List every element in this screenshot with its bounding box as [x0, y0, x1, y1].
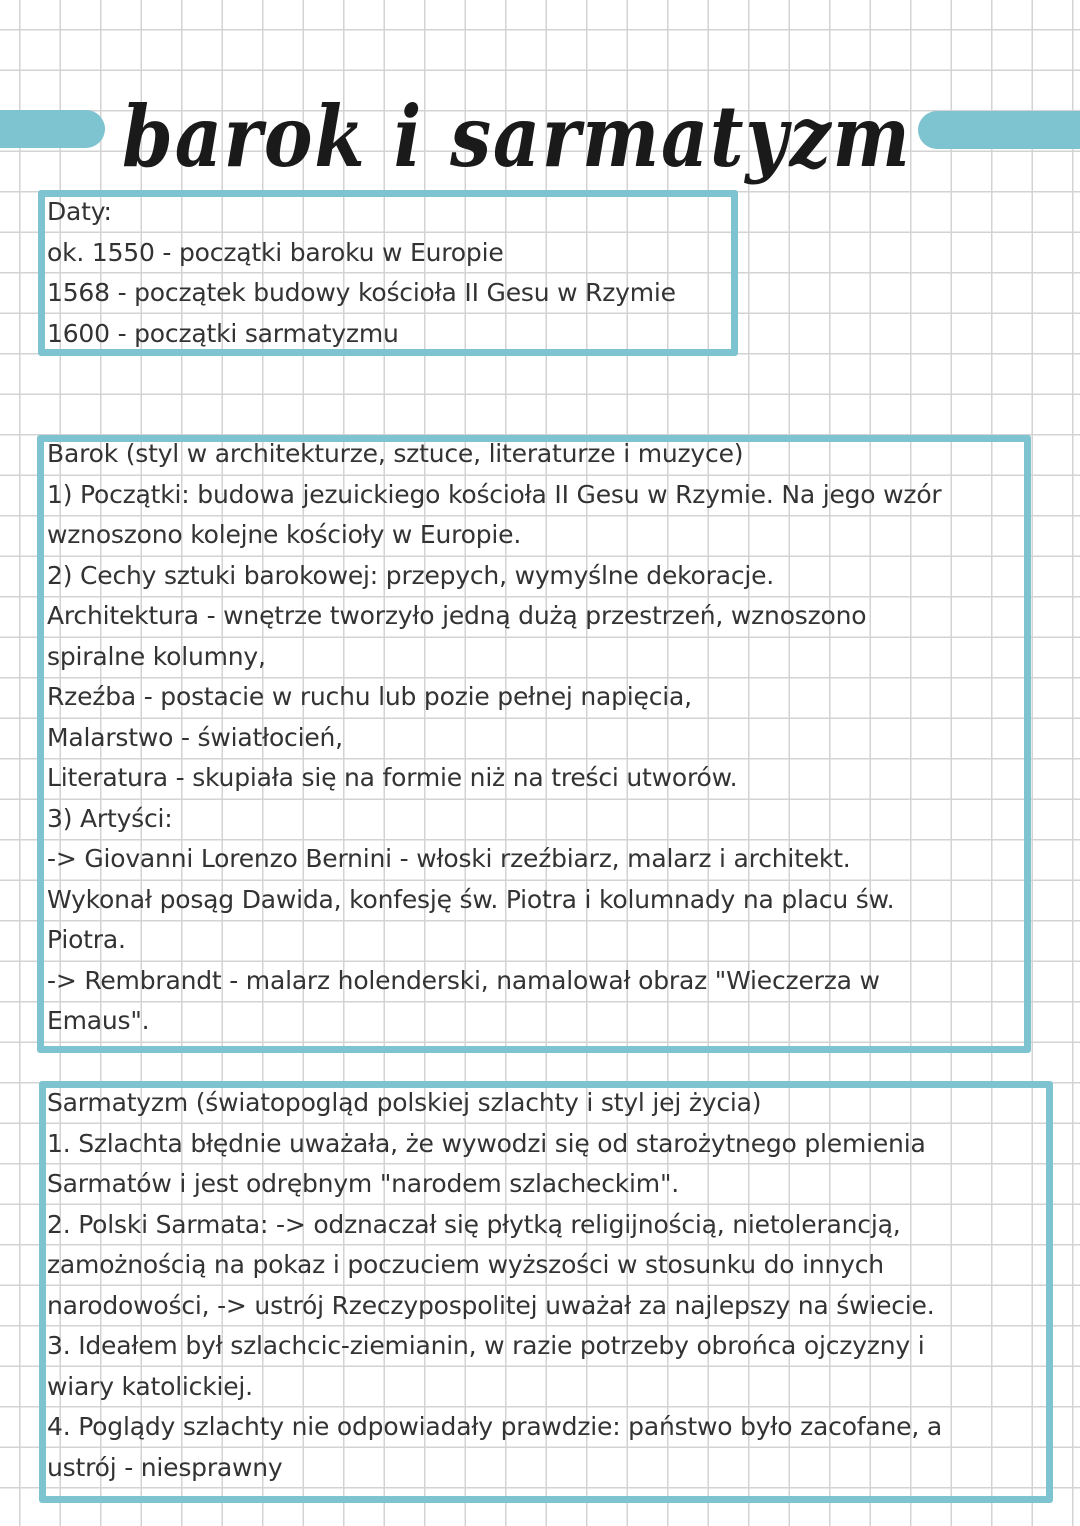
- date-line: ok. 1550 - początki baroku w Europie: [47, 237, 504, 267]
- barok-line: -> Giovanni Lorenzo Bernini - włoski rzeźbiarz, malarz i architekt.: [47, 844, 851, 873]
- barok-line: -> Rembrandt - malarz holenderski, namalował obraz "Wieczerza w: [47, 965, 880, 995]
- dates-section: [47, 192, 676, 354]
- barok-heading: Barok (styl w architekturze, sztuce, literaturze i muzyce): [47, 439, 744, 468]
- date-line: 1568 - początek budowy kościoła II Gesu w Rzymie: [47, 278, 676, 307]
- barok-line: 2) Cechy sztuki barokowej: przepych, wymyślne dekoracje.: [47, 560, 775, 590]
- decorative-bar-left: [0, 110, 105, 148]
- dates-heading: Daty:: [47, 197, 112, 226]
- decorative-bar-right: [918, 111, 1080, 149]
- barok-section: [47, 434, 942, 1042]
- barok-line: 3) Artyści:: [47, 803, 173, 833]
- page-title: barok i sarmatyzm: [122, 87, 912, 186]
- sarmatyzm-line: zamożnością na pokaz i poczuciem wyższości w stosunku do innych: [47, 1250, 884, 1279]
- sarmatyzm-heading: Sarmatyzm (światopogląd polskiej szlachty i styl jej życia): [47, 1088, 762, 1117]
- sarmatyzm-line: ustrój - niesprawny: [47, 1452, 283, 1482]
- sarmatyzm-line: 4. Poglądy szlachty nie odpowiadały prawdzie: państwo było zacofane, a: [47, 1412, 942, 1441]
- sarmatyzm-line: narodowości, -> ustrój Rzeczypospolitej uważał za najlepszy na świecie.: [47, 1290, 935, 1320]
- sarmatyzm-section: [47, 1083, 942, 1488]
- barok-line: Piotra.: [47, 925, 126, 954]
- barok-line: Wykonał posąg Dawida, konfesję św. Piotra i kolumnady na placu św.: [47, 884, 895, 914]
- sarmatyzm-line: 1. Szlachta błędnie uważała, że wywodzi się od starożytnego plemienia: [47, 1128, 926, 1158]
- barok-line: spiralne kolumny,: [47, 641, 266, 671]
- sarmatyzm-line: 3. Ideałem był szlachcic-ziemianin, w razie potrzeby obrońca ojczyzny i: [47, 1331, 925, 1360]
- date-line: 1600 - początki sarmatyzmu: [47, 318, 399, 348]
- sarmatyzm-line: wiary katolickiej.: [47, 1371, 253, 1401]
- sarmatyzm-line: 2. Polski Sarmata: -> odznaczał się płytką religijnością, nietolerancją,: [47, 1209, 901, 1239]
- sarmatyzm-line: Sarmatów i jest odrębnym "narodem szlacheckim".: [47, 1169, 680, 1198]
- barok-line: Emaus".: [47, 1006, 150, 1035]
- barok-line: Malarstwo - światłocień,: [47, 722, 343, 752]
- barok-line: Architektura - wnętrze tworzyło jedną dużą przestrzeń, wznoszono: [47, 601, 867, 630]
- barok-line: Rzeźba - postacie w ruchu lub pozie pełnej napięcia,: [47, 682, 692, 711]
- barok-line: Literatura - skupiała się na formie niż na treści utworów.: [47, 763, 738, 792]
- barok-line: 1) Początki: budowa jezuickiego kościoła II Gesu w Rzymie. Na jego wzór: [47, 479, 942, 509]
- barok-line: wznoszono kolejne kościoły w Europie.: [47, 520, 522, 549]
